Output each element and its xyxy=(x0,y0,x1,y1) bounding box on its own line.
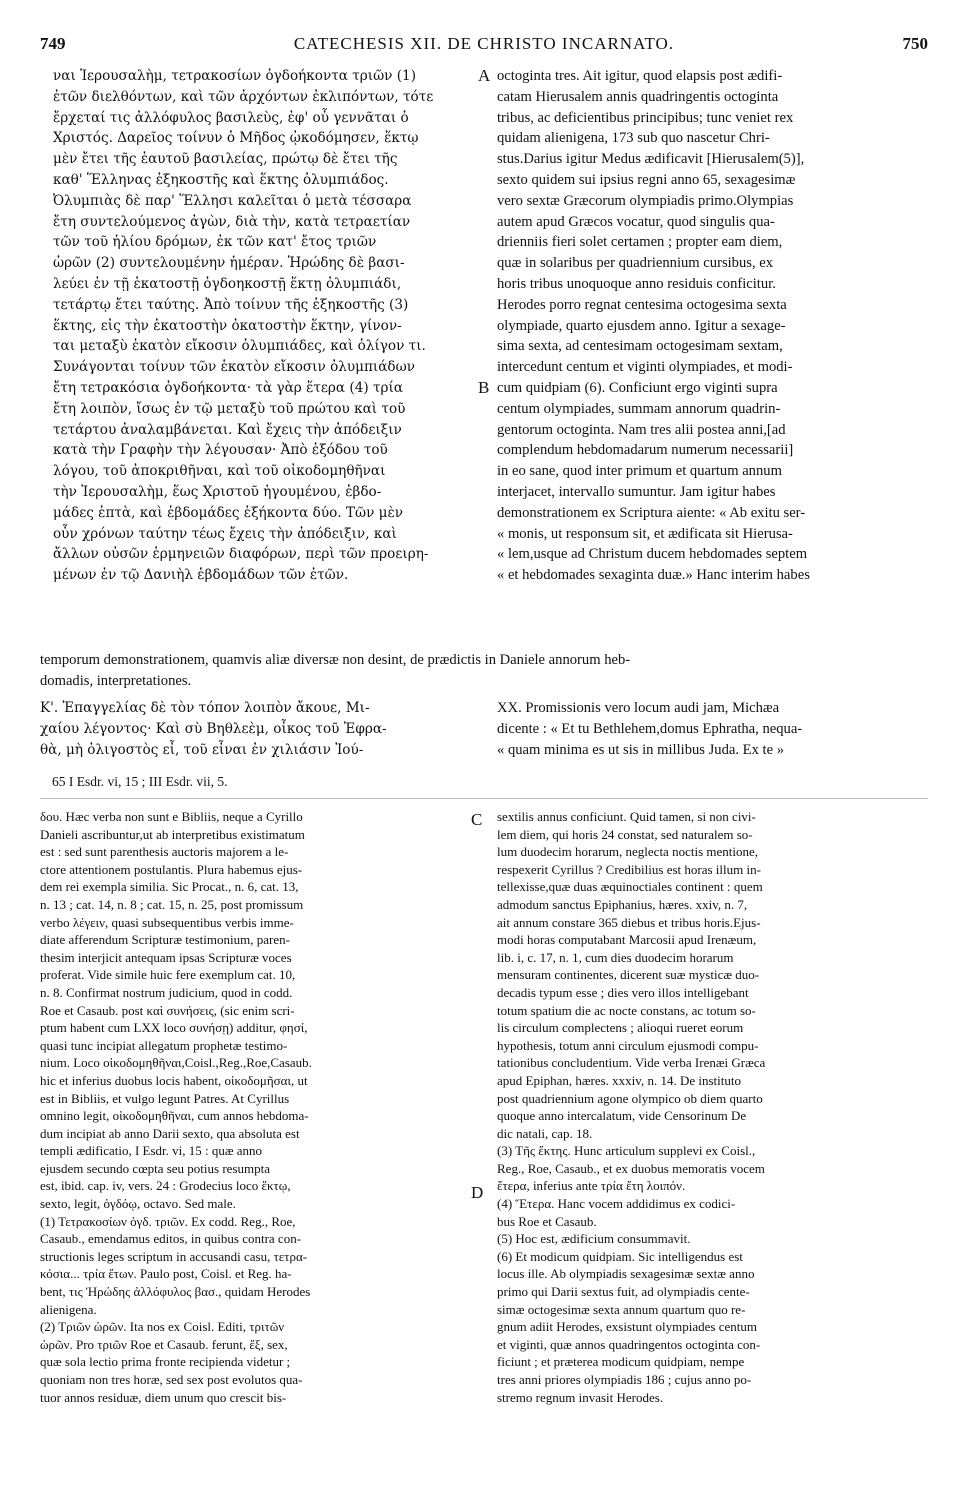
page-number-left: 749 xyxy=(40,34,66,53)
greek-section-xx xyxy=(40,698,467,760)
note-line: quæ sola lectio prima fronte recipienda videtur ; xyxy=(40,1354,291,1370)
note-line: et viginti, quæ annos quadringentos octoginta con- xyxy=(497,1336,761,1352)
note-line: post quadriennium agone olympico ob diem quarto xyxy=(497,1090,763,1106)
latin-line: vero sextæ Græcorum olympiadis primo.Olympias xyxy=(497,192,794,209)
note-line: templi ædificatio, I Esdr. vi, 15 : quæ anno xyxy=(40,1143,263,1159)
greek-line: καθ' Ἕλληνας ἑξηκοστῆς καὶ ἕκτης ὀλυμπιάδος. xyxy=(53,171,389,188)
note-line: lem diem, qui horis 24 constat, sed naturalem so- xyxy=(497,826,753,842)
running-title: CATECHESIS XII. DE CHRISTO INCARNATO. xyxy=(293,34,675,53)
note-line: ἕτερα, inferius ante τρία ἔτη λοιπόν. xyxy=(497,1178,686,1194)
note-line: locus ille. Ab olympiadis sexagesimæ sextæ anno xyxy=(497,1266,755,1282)
latin-line: olympiade, quarto ejusdem anno. Igitur a sexage- xyxy=(497,317,786,334)
note-line: lum duodecim horarum, neglecta noctis mentione, xyxy=(497,844,759,860)
note-line: gnum adiit Herodes, exsistunt olympiades centum xyxy=(497,1319,757,1335)
latin-line: stus.Darius igitur Medus ædificavit [Hierusalem(5)], xyxy=(497,151,805,168)
latin-section-xx xyxy=(497,698,930,760)
latin-line: autem apud Græcos vocatur, quod singulis qua- xyxy=(497,213,775,230)
margin-marker-a: A xyxy=(478,66,491,85)
note-line: ejusdem secundo cœpta seu potius resumpta xyxy=(40,1160,270,1176)
note-line: mensuram continentes, dicerent suæ mysticæ duo- xyxy=(497,967,760,983)
note-line: ctore attentionem postulantis. Plura habemus ejus- xyxy=(40,861,303,877)
latin-line: XX. Promissionis vero locum audi jam, Michæa xyxy=(497,700,780,716)
note-line: sextilis annus conficiunt. Quid tamen, si non civi- xyxy=(497,809,756,824)
greek-line: μὲν ἔτει τῆς ἑαυτοῦ βασιλείας, πρώτῳ δὲ ἔτει τῆς xyxy=(53,151,398,168)
note-line: simæ octogesimæ sexta annum quartum quo re- xyxy=(497,1301,746,1317)
latin-line: gentorum octoginta. Nam tres alii postea anni,[ad xyxy=(497,421,786,438)
scripture-footnote: 65 I Esdr. vi, 15 ; III Esdr. vii, 5. xyxy=(52,774,228,789)
note-line: dic natali, cap. 18. xyxy=(497,1125,593,1141)
latin-line: octoginta tres. Ait igitur, quod elapsis post ædifi- xyxy=(497,68,783,84)
note-line: tationibus concludentium. Vide verba Irenæi Græca xyxy=(497,1055,766,1071)
greek-line: ὡρῶν (2) συντελουμένην ἡμέραν. Ἡρώδης δὲ βασι- xyxy=(53,255,405,272)
note-line: diate afferendum Scripturæ testimonium, paren- xyxy=(40,932,290,948)
note-line: est, ibid. cap. iv, vers. 24 : Grodecius loco ἕκτῳ, xyxy=(40,1178,291,1194)
note-line: Casaub., emendamus editos, in quibus contra con- xyxy=(40,1231,302,1247)
note-line: respexerit Cyrillus ? Credibilius est horas illum in- xyxy=(497,861,761,877)
note-line: omnino legit, οἰκοδομηθῆναι, cum annos hebdoma- xyxy=(40,1108,309,1124)
note-line: tellexisse,quæ duas æquinoctiales continent : quem xyxy=(497,879,763,895)
note-line: ptum habent cum LXX loco συνήσῃ) additur, φησί, xyxy=(40,1020,308,1036)
page-number-right: 750 xyxy=(902,34,928,53)
note-line: structionis leges scriptum in accusandi casu, τετρα- xyxy=(40,1248,308,1264)
page-header xyxy=(40,34,928,60)
note-line: Danieli ascribuntur,ut ab interpretibus existimatum xyxy=(40,826,305,842)
greek-line: Ὀλυμπιὰς δὲ παρ' Ἕλλησι καλεῖται ὁ μετὰ τέσσαρα xyxy=(53,192,412,209)
greek-line: τῶν τοῦ ἡλίου δρόμων, ἐκ τῶν κατ' ἔτος τριῶν xyxy=(53,234,377,251)
greek-line: οὖν χρόνων ταύτην τέως ἔχεις τὴν ἀπόδειξιν, καὶ xyxy=(53,525,397,542)
note-line: bent, τις Ἡρώδης ἀλλόφυλος βασ., quidam Herodes xyxy=(40,1284,311,1300)
note-line: κόσια... τρία ἔτων. Paulo post, Coisl. et Reg. ha- xyxy=(40,1266,292,1282)
note-line: (1) Τετρακοσίων ὀγδ. τριῶν. Ex codd. Reg., Roe, xyxy=(40,1213,296,1229)
note-line: quasi tunc incipiat allegatum prophetæ testimo- xyxy=(40,1037,288,1053)
note-line: (2) Τριῶν ὡρῶν. Ita nos ex Coisl. Editi, τριτῶν xyxy=(40,1319,285,1335)
notes-column-left xyxy=(40,808,468,1406)
greek-line: Συνάγονται τοίνυν τῶν ἑκατὸν εἴκοσιν ὀλυμπιάδων xyxy=(53,359,415,376)
latin-line: centum olympiades, summam annorum quadrin- xyxy=(497,400,781,417)
latin-line: « monis, ut responsum sit, et ædificata sit Hierusa- xyxy=(497,525,793,542)
note-line: quoniam non tres horæ, sed sex post evolutos qua- xyxy=(40,1372,303,1387)
greek-line: ται μεταξὺ ἑκατὸν εἴκοσιν ὀλυμπιάδες, καὶ ὀλίγον τι. xyxy=(53,338,426,355)
latin-line: intercedunt centum et viginti olympiades, et modi- xyxy=(497,359,793,376)
latin-line: dicente : « Et tu Bethlehem,domus Ephratha, nequa- xyxy=(497,720,803,737)
greek-line: ἕκτης, εἰς τὴν ἑκατοστὴν ὀκατοστὴν ἕκτην, γίνον- xyxy=(53,317,402,334)
note-line: δου. Hæc verba non sunt e Bibliis, neque a Cyrillo xyxy=(40,809,303,824)
latin-line: horis tribus unoquoque anno residuis conficitur. xyxy=(497,275,776,292)
greek-line: ἐτῶν διελθόντων, καὶ τῶν ἀρχόντων ἐκλιπόντων, τότε xyxy=(53,88,434,105)
text-line: temporum demonstrationem, quamvis aliæ diversæ non desint, de prædictis in Daniele annorum heb- xyxy=(40,652,631,668)
note-line: n. 8. Confirmat nostrum judicium, quod in codd. xyxy=(40,984,293,1000)
note-line: sexto, legit, ὀγδόῳ, octavo. Sed male. xyxy=(40,1196,236,1212)
note-line: admodum sanctus Epiphanius, hæres. xxiv, n. 7, xyxy=(497,896,748,912)
latin-line: drienniis fieri solet certamen ; propter eam diem, xyxy=(497,234,783,251)
greek-line: τετάρτου ἀναλαμβάνεται. Καὶ ἔχεις τὴν ἀπόδειξιν xyxy=(53,421,402,438)
latin-line: Herodes porro regnat centesima octogesima sexta xyxy=(497,296,787,313)
latin-text-column xyxy=(497,66,930,586)
latin-line: sima sexta, ad centesimam octogesimam sextam, xyxy=(497,338,783,355)
greek-line: μάδες ἑπτὰ, καὶ ἑβδομάδες ἑξήκοντα δύο. Τῶν μὲν xyxy=(53,504,404,521)
latin-line: cum quidpiam (6). Conficiunt ergo viginti supra xyxy=(497,379,778,396)
note-line: lis circulum complectens ; alioqui rueret eorum xyxy=(497,1020,744,1036)
greek-line: θὰ, μὴ ὀλιγοστὸς εἶ, τοῦ εἶναι ἐν χιλιάσιν Ἰού- xyxy=(40,741,364,758)
greek-line: λόγου, τοῦ ἀποκριθῆναι, καὶ τοῦ οἰκοδομηθῆναι xyxy=(53,463,386,480)
note-line: modi horas computabant Marcosii apud Irenæum, xyxy=(497,932,757,948)
note-line: (3) Τῆς ἕκτης. Hunc articulum supplevi ex Coisl., xyxy=(497,1143,756,1159)
note-line: verbo λέγειν, quasi subsequentibus verbis imme- xyxy=(40,914,294,930)
greek-line: ἔτη λοιπὸν, ἴσως ἐν τῷ μεταξὺ τοῦ πρώτου καὶ τοῦ xyxy=(53,400,406,417)
note-line: quoque anno intercalatum, vide Censorinum De xyxy=(497,1108,747,1124)
latin-line: sexto quidem sui ipsius regni anno 65, sexagesimæ xyxy=(497,171,796,188)
note-line: est in Bibliis, et vulgo legunt Patres. At Cyrillus xyxy=(40,1090,290,1106)
latin-line: « lem,usque ad Christum ducem hebdomades septem xyxy=(497,546,808,563)
latin-line: interjacet, intervallo sumuntur. Jam igitur habes xyxy=(497,483,776,500)
greek-line: τετάρτῳ ἔτει ταύτης. Ἀπὸ τοίνυν τῆς ἑξηκοστῆς (3) xyxy=(53,296,409,313)
margin-marker-c: C xyxy=(471,810,483,829)
note-line: tres anni priores olympiadis 186 ; cujus anno po- xyxy=(497,1372,752,1387)
note-line: hypothesis, totum anni circulum ejusmodi compu- xyxy=(497,1037,759,1053)
note-line: n. 13 ; cat. 14, n. 8 ; cat. 15, n. 25, post promissum xyxy=(40,896,304,912)
margin-marker-d: D xyxy=(471,1183,484,1202)
greek-line: τὴν Ἱερουσαλὴμ, ἕως Χριστοῦ ἡγουμένου, ἑβδο- xyxy=(53,483,382,500)
note-line: Reg., Roe, Casaub., et ex duobus memoratis vocem xyxy=(497,1160,765,1176)
greek-line: ἔτη συντελούμενος ἀγὼν, διὰ τὴν, κατὰ τετραετίαν xyxy=(53,213,411,230)
note-line: decadis typum esse ; dies vero illos intelligebant xyxy=(497,984,749,1000)
latin-line: « quam minima es ut sis in millibus Juda. Ex te » xyxy=(497,741,784,758)
note-line: (6) Et modicum quidpiam. Sic intelligendus est xyxy=(497,1248,743,1264)
note-line: (4) Ἕτερα. Hanc vocem addidimus ex codici- xyxy=(497,1196,736,1212)
text-line: domadis, interpretationes. xyxy=(40,672,192,689)
note-line: Roe et Casaub. post καὶ συνήσεις, (sic enim scri- xyxy=(40,1002,295,1018)
note-line: stremo regnum invasit Herodes. xyxy=(497,1389,664,1405)
note-line: apud Epiphan, hæres. xxxiv, n. 14. De instituto xyxy=(497,1072,741,1088)
latin-line: in eo sane, quod inter primum et quartum annum xyxy=(497,463,782,480)
latin-line: catam Hierusalem annis quadringentis octoginta xyxy=(497,88,779,105)
note-line: dem rei exempla similia. Sic Procat., n. 6, cat. 13, xyxy=(40,879,299,895)
latin-line: tribus, ac deficientibus principibus; tunc veniet rex xyxy=(497,109,794,126)
note-line: bus Roe et Casaub. xyxy=(497,1213,597,1229)
note-line: dum incipiat ab anno Darii sexto, qua absoluta est xyxy=(40,1125,300,1141)
note-line: alienigena. xyxy=(40,1301,97,1317)
note-line: primo qui Darii sextus fuit, ad olympiadis cente- xyxy=(497,1284,750,1300)
note-line: proferat. Vide simile huic fere exemplum cat. 10, xyxy=(40,967,296,983)
note-line: ait annum constare 365 diebus et tribus horis.Ejus- xyxy=(497,914,761,930)
note-line: est : sed sunt parenthesis auctoris majorem a le- xyxy=(40,844,289,860)
notes-divider xyxy=(40,798,928,799)
note-line: ὡρῶν. Pro τριῶν Roe et Casaub. ferunt, ἕξ, sex, xyxy=(40,1336,288,1352)
greek-line: μένων ἐν τῷ Δανιὴλ ἑβδομάδων τῶν ἐτῶν. xyxy=(53,567,349,584)
greek-line: χαίου λέγοντος· Καὶ σὺ Βηθλεὲμ, οἶκος τοῦ Ἐφρα- xyxy=(40,720,387,737)
greek-text-column xyxy=(53,66,467,586)
latin-line: complendum hebdomadarum numerum necessarii] xyxy=(497,442,794,459)
full-width-text xyxy=(40,650,930,692)
greek-line: κατὰ τὴν Γραφὴν τὴν λέγουσαν· Ἀπὸ ἐξόδου τοῦ xyxy=(53,442,388,459)
note-line: totum spatium die ac nocte constans, ac totum so- xyxy=(497,1002,756,1018)
latin-line: demonstrationem ex Scriptura aiente: « Ab exitu ser- xyxy=(497,504,806,521)
note-line: hic et inferius duobus locis habent, οἰκοδομῆσαι, ut xyxy=(40,1072,308,1088)
margin-marker-b: B xyxy=(478,378,490,397)
note-line: ficiunt ; et præterea modicum quidpiam, nempe xyxy=(497,1354,745,1370)
greek-line: Κ'. Ἐπαγγελίας δὲ τὸν τόπον λοιπὸν ἄκουε, Μι- xyxy=(40,700,370,716)
greek-line: ναι Ἱερουσαλὴμ, τετρακοσίων ὀγδοήκοντα τριῶν (1) xyxy=(53,68,417,84)
notes-column-right xyxy=(497,808,930,1406)
latin-line: « et hebdomades sexaginta duæ.» Hanc interim habes xyxy=(497,567,810,584)
note-line: (5) Hoc est, ædificium consummavit. xyxy=(497,1231,691,1247)
latin-line: quæ in solaribus per quadriennium cursibus, ex xyxy=(497,255,774,272)
note-line: thesim interjicit antequam ipsas Scripturæ voces xyxy=(40,949,292,965)
note-line: tuor annos residuæ, diem unum quo crescit bis- xyxy=(40,1389,287,1405)
note-line: nium. Loco οἰκοδομηθῆναι,Coisl.,Reg.,Roe,Casaub. xyxy=(40,1055,312,1071)
greek-line: ἔρχεταί τις ἀλλόφυλος βασιλεὺς, ἐφ' οὗ γεννᾶται ὁ xyxy=(53,109,409,126)
latin-line: quidam alienigena, 173 sub quo nascetur Chri- xyxy=(497,130,770,147)
greek-line: Χριστός. Δαρεῖος τοίνυν ὁ Μῆδος ᾠκοδόμησεν, ἕκτῳ xyxy=(53,130,419,147)
greek-line: ἔτη τετρακόσια ὀγδοήκοντα· τὰ γὰρ ἕτερα (4) τρία xyxy=(53,379,404,396)
greek-line: ἄλλων οὐσῶν ἑρμηνειῶν διαφόρων, περὶ τῶν προειρη- xyxy=(53,546,429,563)
greek-line: λεύει ἐν τῇ ἑκατοστῇ ὀγδοηκοστῇ ἕκτῃ ὀλυμπιάδι, xyxy=(53,275,402,292)
note-line: lib. i, c. 17, n. 1, cum dies duodecim horarum xyxy=(497,949,734,965)
